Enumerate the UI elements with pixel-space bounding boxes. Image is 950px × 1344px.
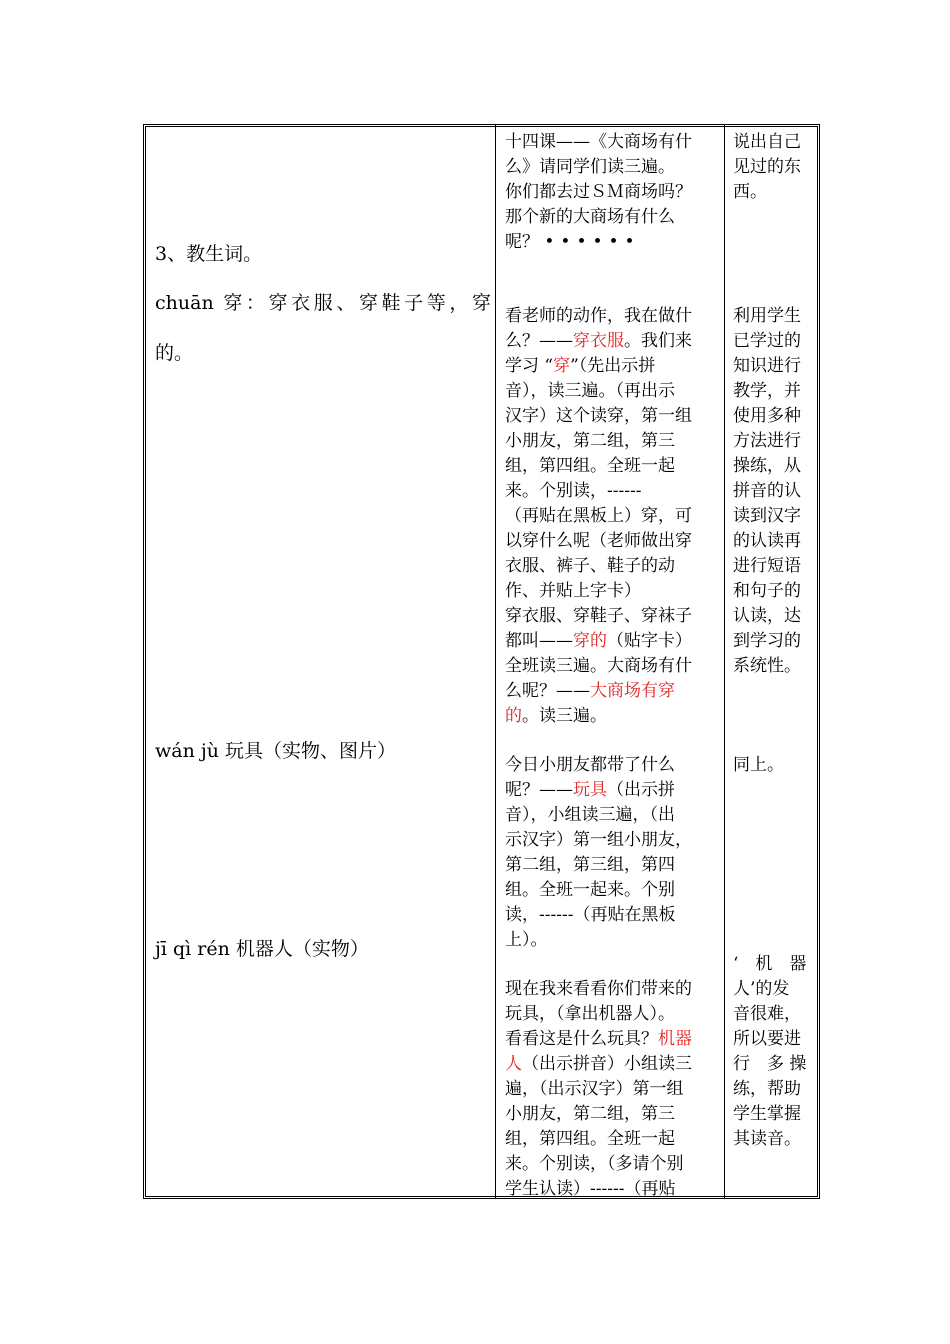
teaching-line: 全班读三遍。大商场有什 xyxy=(505,656,692,676)
vocab-wanju: wán jù 玩具（实物、图片） xyxy=(155,740,397,762)
purpose-line: 同上。 xyxy=(733,755,784,775)
teaching-line xyxy=(505,629,692,654)
purpose-line: 见过的东 xyxy=(733,157,801,177)
teaching-line: 衣服、裤子、鞋子的动 xyxy=(505,556,675,576)
highlight-word: 穿 xyxy=(553,356,571,376)
teaching-line: 那个新的大商场有什么 xyxy=(505,207,675,227)
teaching-line: 穿衣服、穿鞋子、穿袜子 xyxy=(505,606,692,626)
purpose-line: 练，帮助 xyxy=(733,1079,801,1099)
text: （贴字卡） xyxy=(607,631,692,651)
teaching-line: 现在我来看看你们带来的 xyxy=(505,979,692,999)
text: 看看这是什么玩具？ xyxy=(505,1029,658,1049)
teaching-line xyxy=(505,679,675,704)
purpose-line: 已学过的 xyxy=(733,331,801,351)
vocab-chuan: chuān 穿：穿衣服、穿鞋子等，穿 xyxy=(155,292,491,314)
teaching-line: 上）。 xyxy=(505,930,548,950)
text: 都叫—— xyxy=(505,631,573,651)
column-divider xyxy=(495,124,496,1199)
text: 么呢？—— xyxy=(505,681,590,701)
highlight-word: 机器 xyxy=(658,1029,692,1049)
purpose-line: 操练，从 xyxy=(733,456,801,476)
vocab-jiqiren: jī qì rén 机器人（实物） xyxy=(155,938,369,960)
teaching-line: 你们都去过ＳＭ商场吗？ xyxy=(505,182,692,202)
teaching-line xyxy=(505,1052,692,1077)
text: （出示拼 xyxy=(607,780,675,800)
purpose-line: 说出自己 xyxy=(733,132,801,152)
text: 。读三遍。 xyxy=(522,706,607,726)
teaching-line xyxy=(505,354,655,379)
purpose-line: 教学，并 xyxy=(733,381,801,401)
purpose-line: 知识进行 xyxy=(733,356,801,376)
highlight-word: 穿衣服 xyxy=(573,331,624,351)
teaching-line: 作、并贴上字卡） xyxy=(505,581,641,601)
purpose-line: 西。 xyxy=(733,182,767,202)
purpose-line: 音很难， xyxy=(733,1004,801,1024)
teaching-line: 组。全班一起来。个别 xyxy=(505,880,675,900)
purpose-line: 使用多种 xyxy=(733,406,801,426)
teaching-line xyxy=(505,1027,692,1052)
purpose-line: 到学习的 xyxy=(733,631,801,651)
purpose-line: 和句子的 xyxy=(733,581,801,601)
purpose-line: 其读音。 xyxy=(733,1129,801,1149)
teaching-line: 读，------（再贴在黑板 xyxy=(505,905,676,925)
highlight-word: 穿的 xyxy=(573,631,607,651)
purpose-line: 方法进行 xyxy=(733,431,801,451)
text: 么？—— xyxy=(505,331,573,351)
lesson-table xyxy=(143,124,820,1199)
teaching-line: 今日小朋友都带了什么 xyxy=(505,755,675,775)
purpose-line: 的认读再 xyxy=(733,531,801,551)
purpose-line: 认读，达 xyxy=(733,606,801,626)
teaching-line: 组，第四组。全班一起 xyxy=(505,456,675,476)
highlight-word: 人 xyxy=(505,1054,522,1074)
purpose-line: 利用学生 xyxy=(733,306,801,326)
column-divider xyxy=(724,124,725,1199)
text: 呢？—— xyxy=(505,780,573,800)
teaching-line: 学生认读）------（再贴 xyxy=(505,1179,676,1199)
teaching-line xyxy=(505,329,692,354)
highlight-word: 大商场有穿 xyxy=(590,681,675,701)
purpose-line: 拼音的认 xyxy=(733,481,801,501)
teaching-line: 来。个别读，------ xyxy=(505,481,642,501)
vocab-chuan-cont: 的。 xyxy=(155,342,194,364)
teaching-line xyxy=(505,704,607,729)
teaching-line: 汉字）这个读穿，第一组 xyxy=(505,406,692,426)
text: 。我们来 xyxy=(624,331,692,351)
text: 学习 “ xyxy=(505,356,554,376)
teaching-line: 示汉字）第一组小朋友， xyxy=(505,830,692,850)
ellipsis-dots: •••••• xyxy=(544,232,641,252)
purpose-line: 进行短语 xyxy=(733,556,801,576)
text: 呢？ xyxy=(505,232,539,252)
purpose-line: ‘ 机 器 xyxy=(733,954,807,974)
highlight-word: 的 xyxy=(505,706,522,726)
highlight-word: 玩具 xyxy=(573,780,607,800)
purpose-line: 所以要进 xyxy=(733,1029,801,1049)
text: ”（先出示拼 xyxy=(570,356,656,376)
teaching-line: 第二组，第三组，第四 xyxy=(505,855,675,875)
step-heading: 3、教生词。 xyxy=(155,243,263,265)
teaching-line: 组，第四组。全班一起 xyxy=(505,1129,675,1149)
teaching-line: 看老师的动作，我在做什 xyxy=(505,306,692,326)
teaching-line: 么》请同学们读三遍。 xyxy=(505,157,675,177)
purpose-line: 人’的发 xyxy=(733,979,790,999)
teaching-line: 遍，（出示汉字）第一组 xyxy=(505,1079,684,1099)
teaching-line xyxy=(505,778,675,803)
teaching-line: 以穿什么呢（老师做出穿 xyxy=(505,531,692,551)
purpose-line: 学生掌握 xyxy=(733,1104,801,1124)
purpose-line: 系统性。 xyxy=(733,656,801,676)
teaching-line: 音），读三遍。（再出示 xyxy=(505,381,675,401)
teaching-line xyxy=(505,230,641,255)
teaching-line: 来。个别读，（多请个别 xyxy=(505,1154,684,1174)
teaching-line: 小朋友，第二组，第三 xyxy=(505,431,675,451)
teaching-line: 音），小组读三遍，（出 xyxy=(505,805,675,825)
text: （出示拼音）小组读三 xyxy=(522,1054,692,1074)
purpose-line: 读到汉字 xyxy=(733,506,801,526)
teaching-line: 小朋友，第二组，第三 xyxy=(505,1104,675,1124)
teaching-line: 十四课——《大商场有什 xyxy=(505,132,692,152)
teaching-line: 玩具，（拿出机器人）。 xyxy=(505,1004,675,1024)
purpose-line: 行 多 操 xyxy=(733,1054,807,1074)
teaching-line: （再贴在黑板上）穿，可 xyxy=(505,506,692,526)
